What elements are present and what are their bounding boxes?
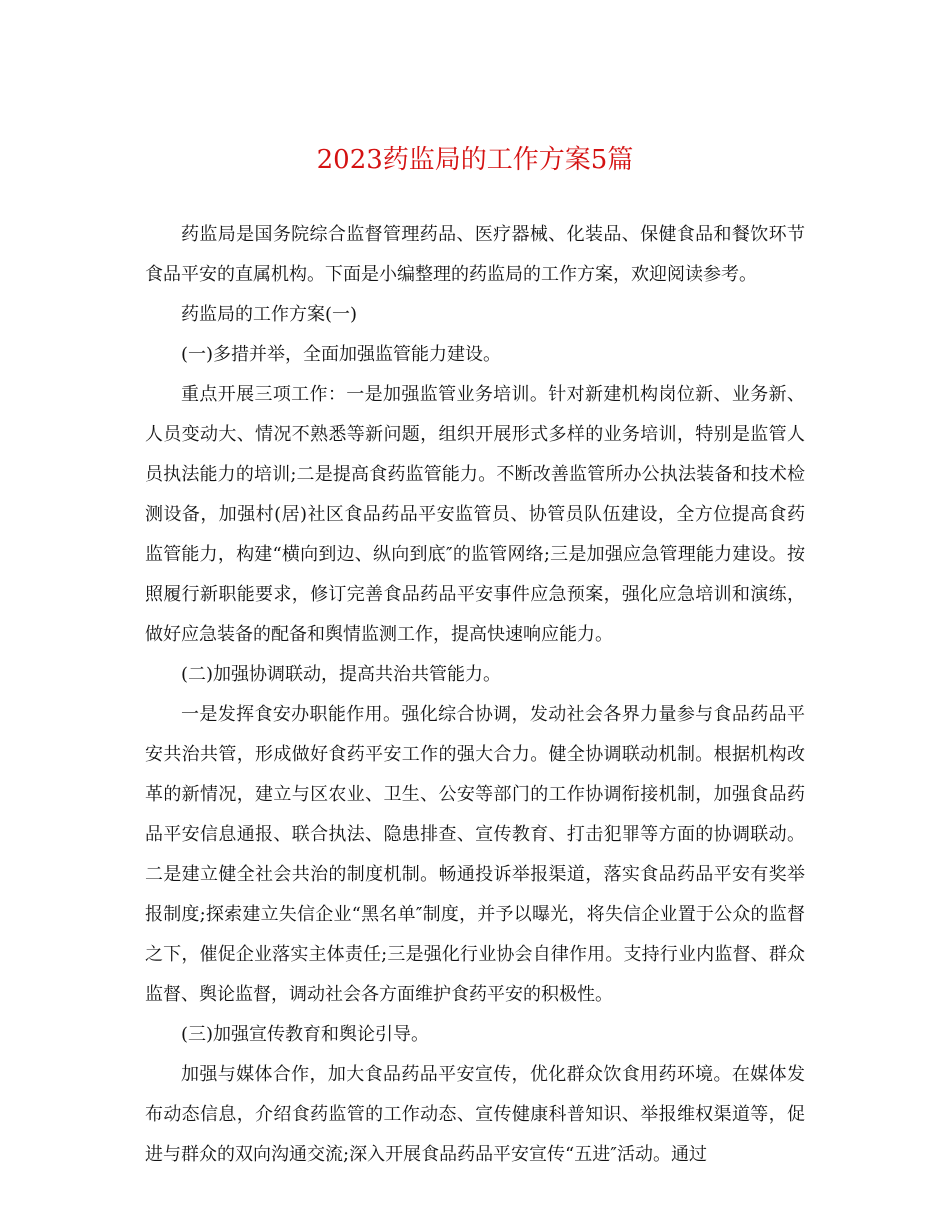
subsection-heading: (二)加强协调联动，提高共治共管能力。 [181,664,502,685]
document-body [145,215,805,1175]
body-paragraph: 加强与媒体合作，加大食品药品平安宣传，优化群众饮食用药环境。在媒体发布动态信息，介绍食药监管的工作动态、宣传健康科普知识、举报维权渠道等，促进与群众的双向沟通交流;深入开展食品药品平安宣传“五进″活动。通过 [145,1064,805,1165]
body-paragraph: 重点开展三项工作：一是加强监管业务培训。针对新建机构岗位新、业务新、人员变动大、情况不熟悉等新问题，组织开展形式多样的业务培训，特别是监管人员执法能力的培训;二是提高食药监管能力。不断改善监管所办公执法装备和技术检测设备，加强村(居)社区食品药品平安监管员、协管员队伍建设，全方位提高食药监管能力，构建“横向到边、纵向到底″的监管网络;三是加强应急管理能力建设。按照履行新职能要求，修订完善食品药品平安事件应急预案，强化应急培训和演练，做好应急装备的配备和舆情监测工作，提高快速响应能力。 [145,384,805,645]
subsection-heading: (三)加强宣传教育和舆论引导。 [181,1024,430,1045]
document-title: 2023药监局的工作方案5篇 [316,145,634,175]
intro-paragraph: 药监局是国务院综合监督管理药品、医疗器械、化装品、保健食品和餐饮环节食品平安的直属机构。下面是小编整理的药监局的工作方案，欢迎阅读参考。 [145,224,805,285]
section-heading: 药监局的工作方案(一) [181,304,358,325]
body-paragraph: 一是发挥食安办职能作用。强化综合协调，发动社会各界力量参与食品药品平安共治共管，形成做好食药平安工作的强大合力。健全协调联动机制。根据机构改革的新情况，建立与区农业、卫生、公安等部门的工作协调衔接机制，加强食品药品平安信息通报、联合执法、隐患排查、宣传教育、打击犯罪等方面的协调联动。二是建立健全社会共治的制度机制。畅通投诉举报渠道，落实食品药品平安有奖举报制度;探索建立失信企业“黑名单″制度，并予以曝光，将失信企业置于公众的监督之下，催促企业落实主体责任;三是强化行业协会自律作用。支持行业内监督、群众监督、舆论监督，调动社会各方面维护食药平安的积极性。 [145,704,805,1005]
subsection-heading: (一)多措并举，全面加强监管能力建设。 [181,344,502,365]
